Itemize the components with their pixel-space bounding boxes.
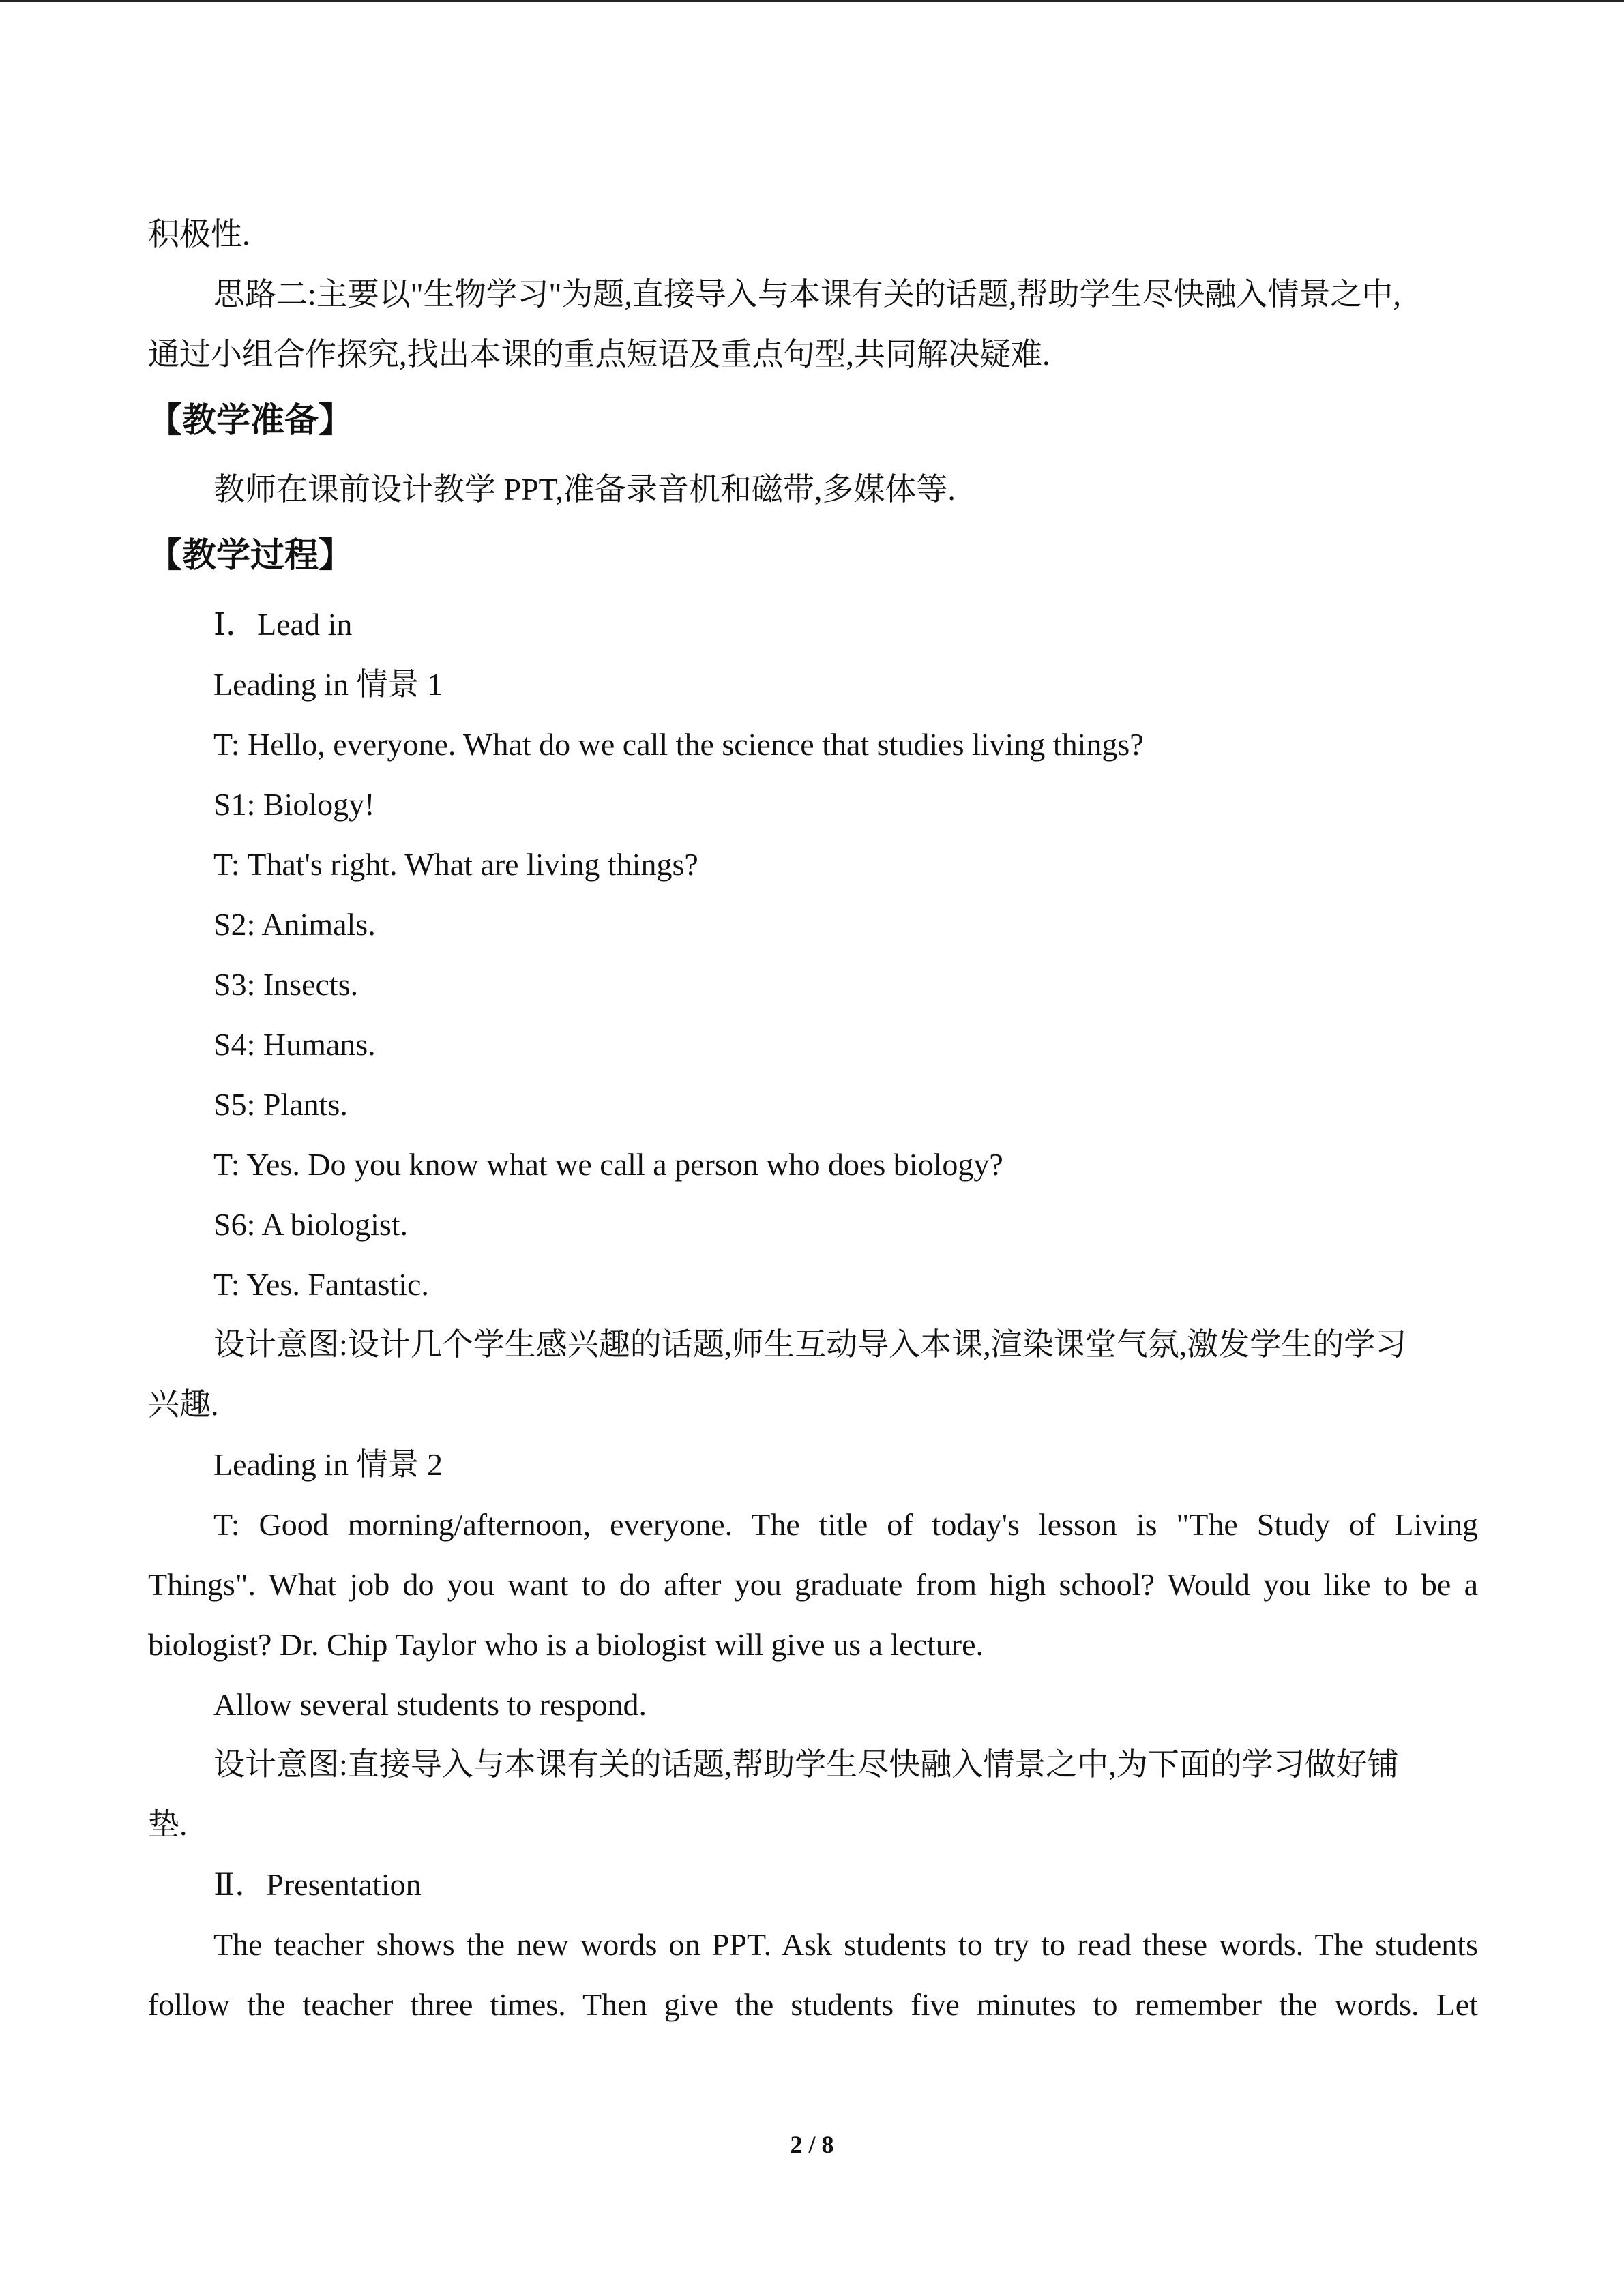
dialogue-line: S5: Plants. [213, 1087, 348, 1122]
paragraph-line: Things". What job do you want to do after you graduate from high school? Would you like to be a [148, 1567, 1478, 1602]
section-heading-preparation: 【教学准备】 [148, 400, 353, 440]
subsection-title-lead-in: Ⅰ．Lead in [213, 607, 353, 642]
dialogue-line: T: That's right. What are living things? [213, 847, 698, 882]
dialogue-line: S1: Biology! [213, 787, 375, 822]
design-intent-line: 设计意图:设计几个学生感兴趣的话题,师生互动导入本课,渲染课堂气氛,激发学生的学习 [213, 1327, 1407, 1362]
paragraph-line: follow the teacher three times. Then give the students five minutes to remember the words. Let [148, 1987, 1478, 2022]
scenario-label: Leading in 情景 1 [213, 667, 443, 702]
subsection-title-presentation: Ⅱ．Presentation [213, 1867, 422, 1902]
paragraph-line: Allow several students to respond. [213, 1687, 647, 1722]
dialogue-line: T: Yes. Do you know what we call a person who does biology? [213, 1147, 1003, 1182]
page-number: 2 / 8 [790, 2131, 834, 2158]
paragraph-line: biologist? Dr. Chip Taylor who is a biologist will give us a lecture. [148, 1627, 984, 1662]
design-intent-line: 兴趣. [148, 1387, 219, 1422]
dialogue-line: S6: A biologist. [213, 1207, 409, 1242]
design-intent-line: 垫. [148, 1807, 188, 1842]
dialogue-line: T: Hello, everyone. What do we call the science that studies living things? [213, 727, 1144, 762]
design-intent-line: 设计意图:直接导入与本课有关的话题,帮助学生尽快融入情景之中,为下面的学习做好铺 [213, 1747, 1399, 1782]
section-heading-process: 【教学过程】 [148, 535, 353, 575]
scenario-label: Leading in 情景 2 [213, 1447, 443, 1482]
top-border [0, 0, 1624, 2]
document-body [148, 205, 1478, 2035]
dialogue-line: S3: Insects. [213, 967, 359, 1002]
paragraph-line: 教师在课前设计教学 PPT,准备录音机和磁带,多媒体等. [213, 472, 956, 507]
paragraph-line: T: Good morning/afternoon, everyone. The title of today's lesson is "The Study of Living [213, 1507, 1478, 1542]
paragraph-line: 思路二:主要以"生物学习"为题,直接导入与本课有关的话题,帮助学生尽快融入情景之中, [213, 277, 1401, 312]
dialogue-line: S4: Humans. [213, 1027, 376, 1062]
dialogue-line: T: Yes. Fantastic. [213, 1267, 429, 1302]
paragraph-line: 积极性. [148, 217, 250, 252]
paragraph-line: The teacher shows the new words on PPT. Ask students to try to read these words. The students [213, 1927, 1478, 1962]
dialogue-line: S2: Animals. [213, 907, 376, 942]
paragraph-line: 通过小组合作探究,找出本课的重点短语及重点句型,共同解决疑难. [148, 337, 1050, 372]
